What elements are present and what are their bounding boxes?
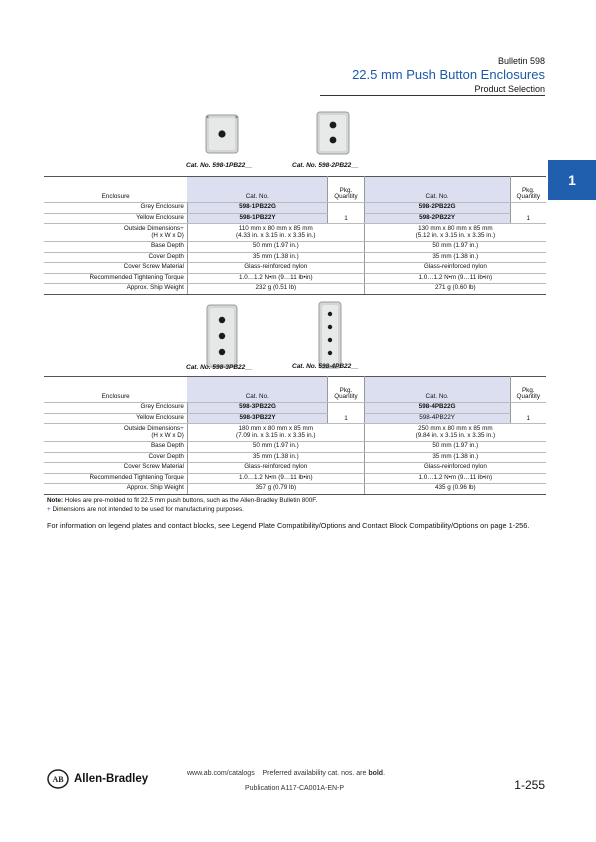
table-row: Cover Screw Material Glass-reinforced nylon Glass-reinforced nylon (44, 263, 546, 274)
dagger-symbol: + (47, 505, 51, 513)
table-row: Base Depth 50 mm (1.97 in.) 50 mm (1.97 in.) (44, 242, 546, 253)
caption-2pb: Cat. No. 598-2PB22__ (292, 162, 359, 169)
bulletin-label: Bulletin 598 (497, 56, 545, 66)
table-row: Grey Enclosure 598-1PB22G 1 598-2PB22G 1 (44, 203, 546, 214)
dagger-text: Dimensions are not intended to be used for manufacturing purposes. (52, 505, 244, 513)
table-row: Recommended Tightening Torque 1.0…1.2 N•m (9…11 lb•in) 1.0…1.2 N•m (9…11 lb•in) (44, 473, 546, 484)
col-catno-b: Cat. No. (364, 377, 510, 403)
col-catno-a: Cat. No. (187, 177, 327, 203)
publication-number: Publication A117-CA001A-EN-P (245, 785, 345, 792)
enclosure-1pb-image (203, 113, 243, 155)
table-row: Yellow Enclosure 598-1PB22Y 598-2PB22Y (44, 213, 546, 224)
svg-text:AB: AB (52, 775, 64, 784)
table-row: Recommended Tightening Torque 1.0…1.2 N•m (9…11 lb•in) 1.0…1.2 N•m (9…11 lb•in) (44, 273, 546, 284)
page-number: 1-255 (514, 778, 545, 792)
table-row: Outside Dimensions+ (H x W x D) 110 mm x 80 mm x 85 mm (4.33 in. x 3.15 in. x 3.35 in.) 130 mm x 80 mm x 85 mm (5.12 in. x 3.15 in. x 3.35 in.) (44, 224, 546, 242)
col-pkg-a: Pkg. Quantity (328, 377, 364, 403)
enclosure-3pb-image (204, 303, 240, 369)
table-row: Approx. Ship Weight 232 g (0.51 lb) 271 g (0.60 lb) (44, 284, 546, 295)
page-subtitle: Product Selection (474, 84, 545, 94)
notes (47, 497, 547, 514)
brand-logo (47, 769, 148, 789)
info-paragraph: For information on legend plates and contact blocks, see Legend Plate Compatibility/Options and Contact Block Compatibility/Options on page 1-256. (47, 521, 530, 530)
table-row: Base Depth 50 mm (1.97 in.) 50 mm (1.97 in.) (44, 442, 546, 453)
spec-table-2 (44, 376, 546, 495)
table-row: Cover Screw Material Glass-reinforced nylon Glass-reinforced nylon (44, 463, 546, 474)
ab-logo-icon (47, 769, 69, 789)
caption-3pb: Cat. No. 598-3PB22__ (186, 364, 253, 371)
enclosure-2pb-image (314, 110, 354, 156)
catalog-link[interactable]: www.ab.com/catalogs (187, 770, 255, 777)
spec-table-1 (44, 176, 546, 295)
footer-url-line: www.ab.com/catalogs Preferred availability cat. nos. are bold. (187, 770, 386, 777)
section-tab: 1 (548, 160, 596, 200)
brand-name: Allen-Bradley (74, 773, 149, 785)
table-row: Grey Enclosure 598-3PB22G 1 598-4PB22G 1 (44, 403, 546, 414)
page-title: 22.5 mm Push Button Enclosures (352, 67, 545, 82)
col-enclosure: Enclosure (44, 377, 187, 403)
table-row: Yellow Enclosure 598-3PB22Y 598-4PB22Y (44, 413, 546, 424)
col-pkg-b: Pkg. Quantity (510, 177, 546, 203)
note-text: Holes are pre-molded to fit 22.5 mm push buttons, such as the Allen-Bradley Bulletin 800F. (64, 497, 318, 504)
table-row: Cover Depth 35 mm (1.38 in.) 35 mm (1.38 in.) (44, 452, 546, 463)
note-label: Note: (47, 497, 64, 504)
caption-4pb: Cat. No. 598-4PB22__ (292, 363, 359, 370)
enclosure-4pb-image (316, 300, 344, 370)
table-row: Cover Depth 35 mm (1.38 in.) 35 mm (1.38 in.) (44, 252, 546, 263)
header-rule (320, 95, 545, 96)
table-row: Approx. Ship Weight 357 g (0.79 lb) 435 g (0.96 lb) (44, 484, 546, 495)
col-catno-b: Cat. No. (364, 177, 510, 203)
table-row: Outside Dimensions+ (H x W x D) 180 mm x 80 mm x 85 mm (7.09 in. x 3.15 in. x 3.35 in.) 250 mm x 80 mm x 85 mm (9.84 in. x 3.15 in. x 3.35 in.) (44, 424, 546, 442)
caption-1pb: Cat. No. 598-1PB22__ (186, 162, 253, 169)
col-pkg-b: Pkg. Quantity (510, 377, 546, 403)
col-pkg-a: Pkg. Quantity (328, 177, 364, 203)
col-catno-a: Cat. No. (187, 377, 327, 403)
col-enclosure: Enclosure (44, 177, 187, 203)
